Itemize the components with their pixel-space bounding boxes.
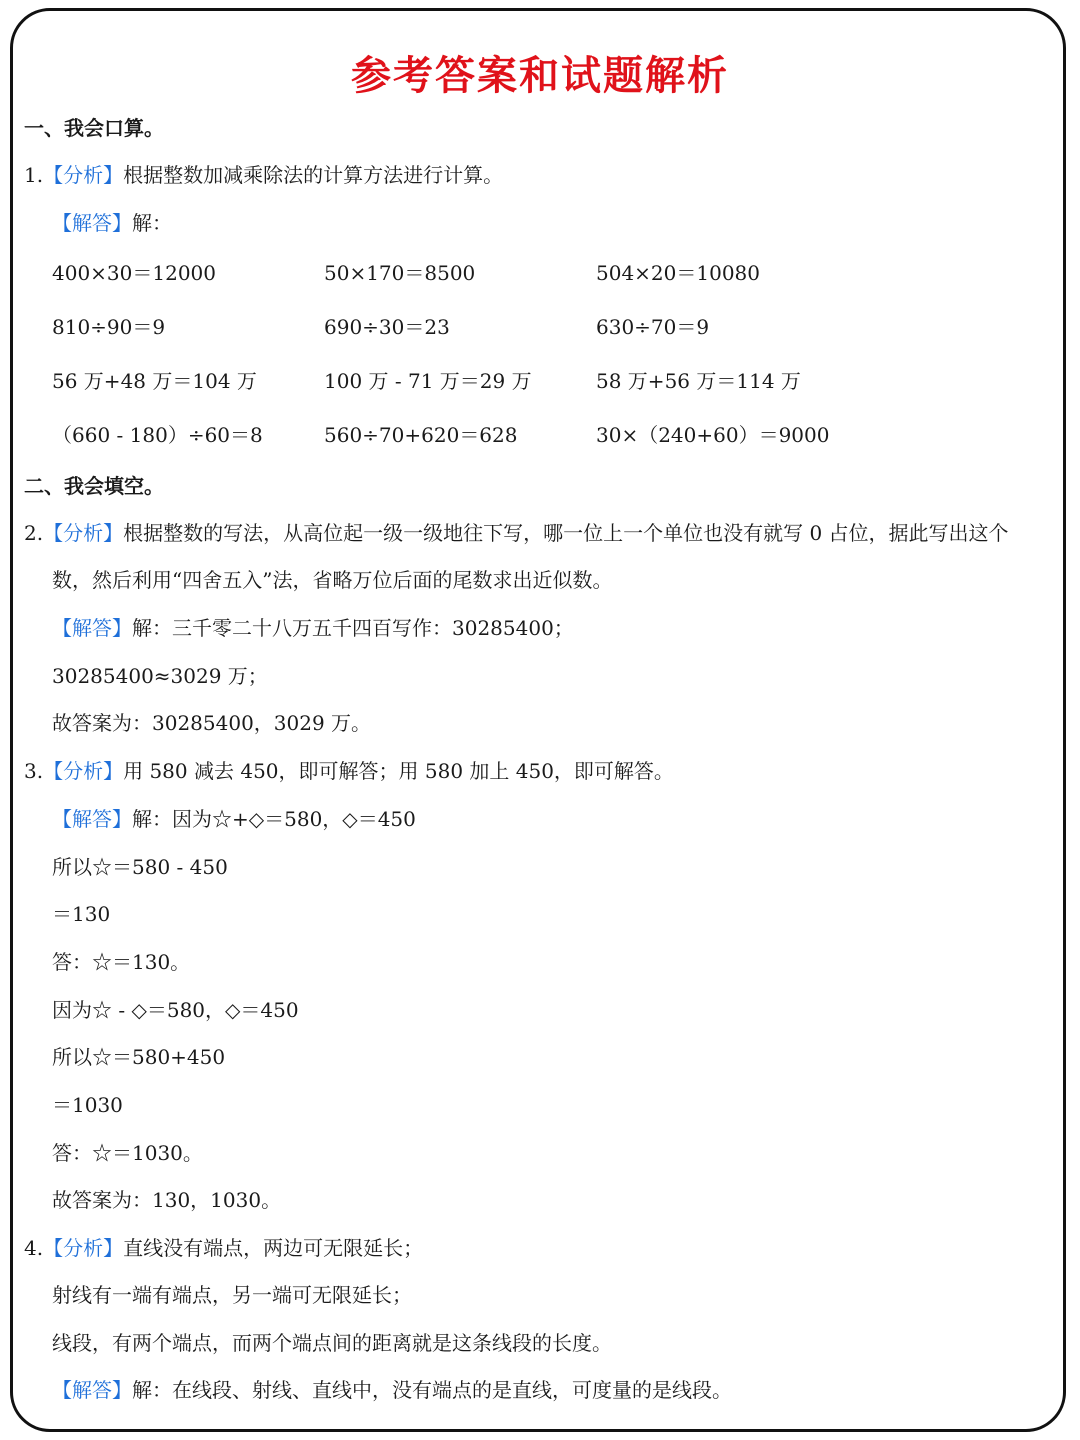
q3-answer-line: 答：☆＝1030。 [52,1141,203,1165]
q1-calc: 50×170＝8500 [324,261,476,285]
q3-analysis-tag: 【分析】 [43,759,124,783]
q4-answer-text: 解：在线段、射线、直线中，没有端点的是直线，可度量的是线段。 [132,1378,732,1402]
q3-answer-line: 答：☆＝130。 [52,950,191,974]
q4-analysis-tag: 【分析】 [43,1236,124,1260]
q1-answer-tag: 【解答】 [52,211,132,235]
q1-calc: （660 - 180）÷60＝8 [52,423,263,447]
q1-analysis-tag: 【分析】 [43,163,124,187]
q1-analysis [24,161,503,189]
q1-answer [52,209,172,237]
q2-analysis-tag: 【分析】 [43,521,124,545]
page-title: 参考答案和试题解析 [351,53,729,99]
section-heading-2: 二、我会填空。 [24,474,164,498]
q3-number: 3. [24,759,44,783]
q1-number: 1. [24,163,44,187]
q1-analysis-text: 根据整数加减乘除法的计算方法进行计算。 [123,163,504,187]
q3-answer-line: 所以☆＝580 - 450 [52,855,228,879]
q2-answer-text: 解：三千零二十八万五千四百写作：30285400； [132,616,574,640]
q3-answer-line: 所以☆＝580+450 [52,1045,226,1069]
q1-calc: 810÷90＝9 [52,315,166,339]
q3-analysis-text: 用 580 减去 450，即可解答；用 580 加上 450，即可解答。 [123,759,674,783]
section-heading-1: 一、我会口算。 [24,116,164,140]
q1-calc: 400×30＝12000 [52,261,217,285]
q2-number: 2. [24,521,44,545]
q3-answer-line: ＝1030 [52,1093,123,1117]
q3-answer-text: 解：因为☆+◇＝580，◇＝450 [132,807,416,831]
q2-answer-tag: 【解答】 [52,616,132,640]
q1-calc: 690÷30＝23 [324,315,450,339]
q4-analysis-cont: 线段，有两个端点，而两个端点间的距离就是这条线段的长度。 [52,1331,612,1355]
q4-analysis-cont: 射线有一端有端点，另一端可无限延长； [52,1283,412,1307]
q2-analysis-text: 根据整数的写法，从高位起一级一级地往下写，哪一位上一个单位也没有就写 0 占位，据此写出这个 [123,521,1009,545]
q4-analysis [24,1234,423,1262]
q4-number: 4. [24,1236,44,1260]
q2-analysis [24,519,1009,547]
q3-answer-line: 因为☆ - ◇＝580，◇＝450 [52,998,299,1022]
q1-calc: 56 万+48 万＝104 万 [52,369,257,393]
q1-calc: 560÷70+620＝628 [324,423,518,447]
q2-answer [52,614,574,642]
q1-calc: 630÷70＝9 [596,315,710,339]
q1-calc: 100 万 - 71 万＝29 万 [324,369,532,393]
q3-answer-line: ＝130 [52,902,111,926]
q3-analysis [24,757,674,785]
q1-calc: 58 万+56 万＝114 万 [596,369,801,393]
q1-answer-lead: 解： [132,211,172,235]
q3-answer-tag: 【解答】 [52,807,132,831]
q4-answer-tag: 【解答】 [52,1378,132,1402]
q2-answer-line: 30285400≈3029 万； [52,664,268,688]
q2-analysis-cont: 数，然后利用“四舍五入”法，省略万位后面的尾数求出近似数。 [52,568,613,592]
q3-answer [52,805,416,833]
q4-analysis-text: 直线没有端点，两边可无限延长； [123,1236,424,1260]
q1-calc: 30×（240+60）＝9000 [596,423,830,447]
q4-answer [52,1376,732,1404]
q3-answer-line: 故答案为：130，1030。 [52,1188,282,1212]
q1-calc: 504×20＝10080 [596,261,761,285]
q2-answer-line: 故答案为：30285400，3029 万。 [52,711,372,735]
